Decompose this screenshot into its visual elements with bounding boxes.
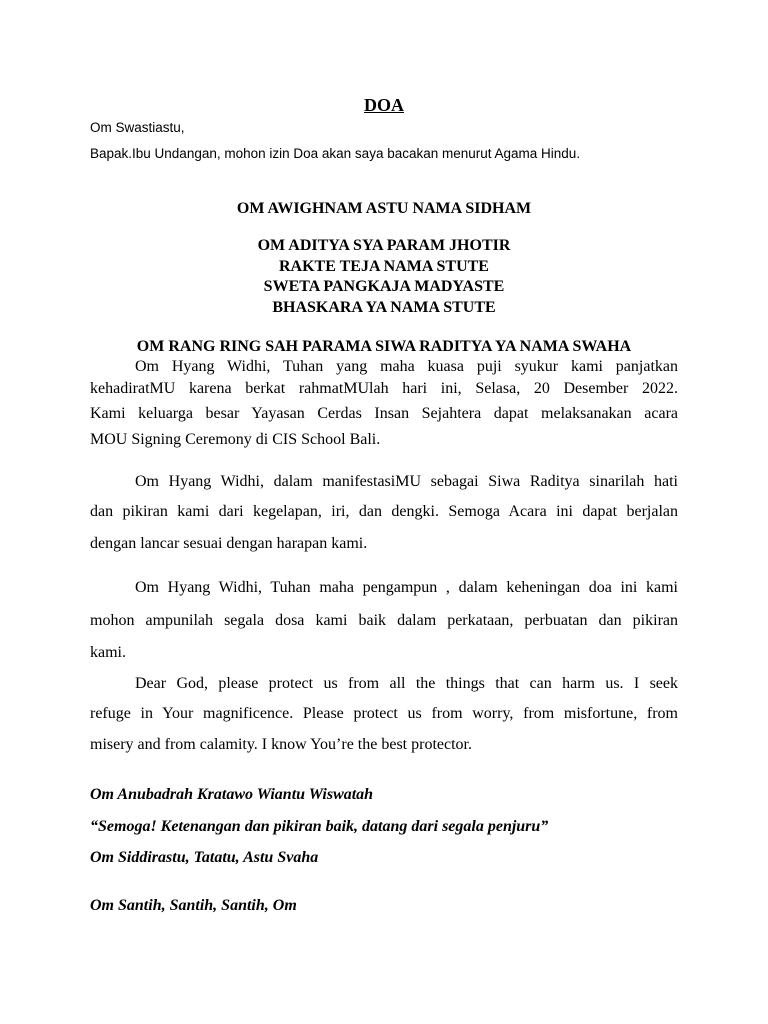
mantra-line: BHASKARA YA NAMA STUTE	[272, 299, 496, 316]
paragraph-line: kami.	[90, 644, 126, 661]
mantra-line: SWETA PANGKAJA MADYASTE	[263, 278, 505, 295]
mantra-opening: OM AWIGHNAM ASTU NAMA SIDHAM	[236, 200, 532, 217]
paragraph-line: dan pikiran kami dari kegelapan, iri, dan dengki. Semoga Acara ini dapat berjalan	[90, 503, 678, 520]
paragraph-line: Om Hyang Widhi, Tuhan maha pengampun , dalam keheningan doa ini kami	[135, 579, 678, 596]
paragraph-line: refuge in Your magnificence. Please protect us from worry, from misfortune, from	[90, 705, 678, 722]
closing-line: “Semoga! Ketenangan dan pikiran baik, datang dari segala penjuru”	[90, 818, 549, 835]
paragraph-line: Om Hyang Widhi, Tuhan yang maha kuasa puji syukur kami panjatkan	[135, 358, 678, 375]
mantra-closing: OM RANG RING SAH PARAMA SIWA RADITYA YA NAMA SWAHA	[136, 338, 632, 355]
closing-line: Om Anubadrah Kratawo Wiantu Wiswatah	[90, 786, 374, 803]
closing-line: Om Siddirastu, Tatatu, Astu Svaha	[90, 849, 319, 866]
page-title: DOA	[364, 95, 404, 115]
paragraph-line: Om Hyang Widhi, dalam manifestasiMU sebagai Siwa Raditya sinarilah hati	[135, 473, 678, 490]
paragraph-line: MOU Signing Ceremony di CIS School Bali.	[90, 431, 381, 448]
paragraph-line: misery and from calamity. I know You’re the best protector.	[90, 736, 472, 753]
paragraph-line: Dear God, please protect us from all the things that can harm us. I seek	[135, 675, 678, 692]
mantra-line: RAKTE TEJA NAMA STUTE	[279, 258, 489, 275]
paragraph-line: dengan lancar sesuai dengan harapan kami.	[90, 535, 368, 552]
greeting: Om Swastiastu,	[90, 120, 185, 135]
intro-text: Bapak.Ibu Undangan, mohon izin Doa akan saya bacakan menurut Agama Hindu.	[90, 146, 581, 161]
paragraph-line: mohon ampunilah segala dosa kami baik dalam perkataan, perbuatan dan pikiran	[90, 612, 678, 629]
mantra-line: OM ADITYA SYA PARAM JHOTIR	[257, 237, 511, 254]
final-blessing: Om Santih, Santih, Santih, Om	[90, 897, 297, 914]
paragraph-line: Kami keluarga besar Yayasan Cerdas Insan Sejahtera dapat melaksanakan acara	[90, 405, 678, 422]
paragraph-line: kehadiratMU karena berkat rahmatMUlah hari ini, Selasa, 20 Desember 2022.	[90, 380, 678, 397]
